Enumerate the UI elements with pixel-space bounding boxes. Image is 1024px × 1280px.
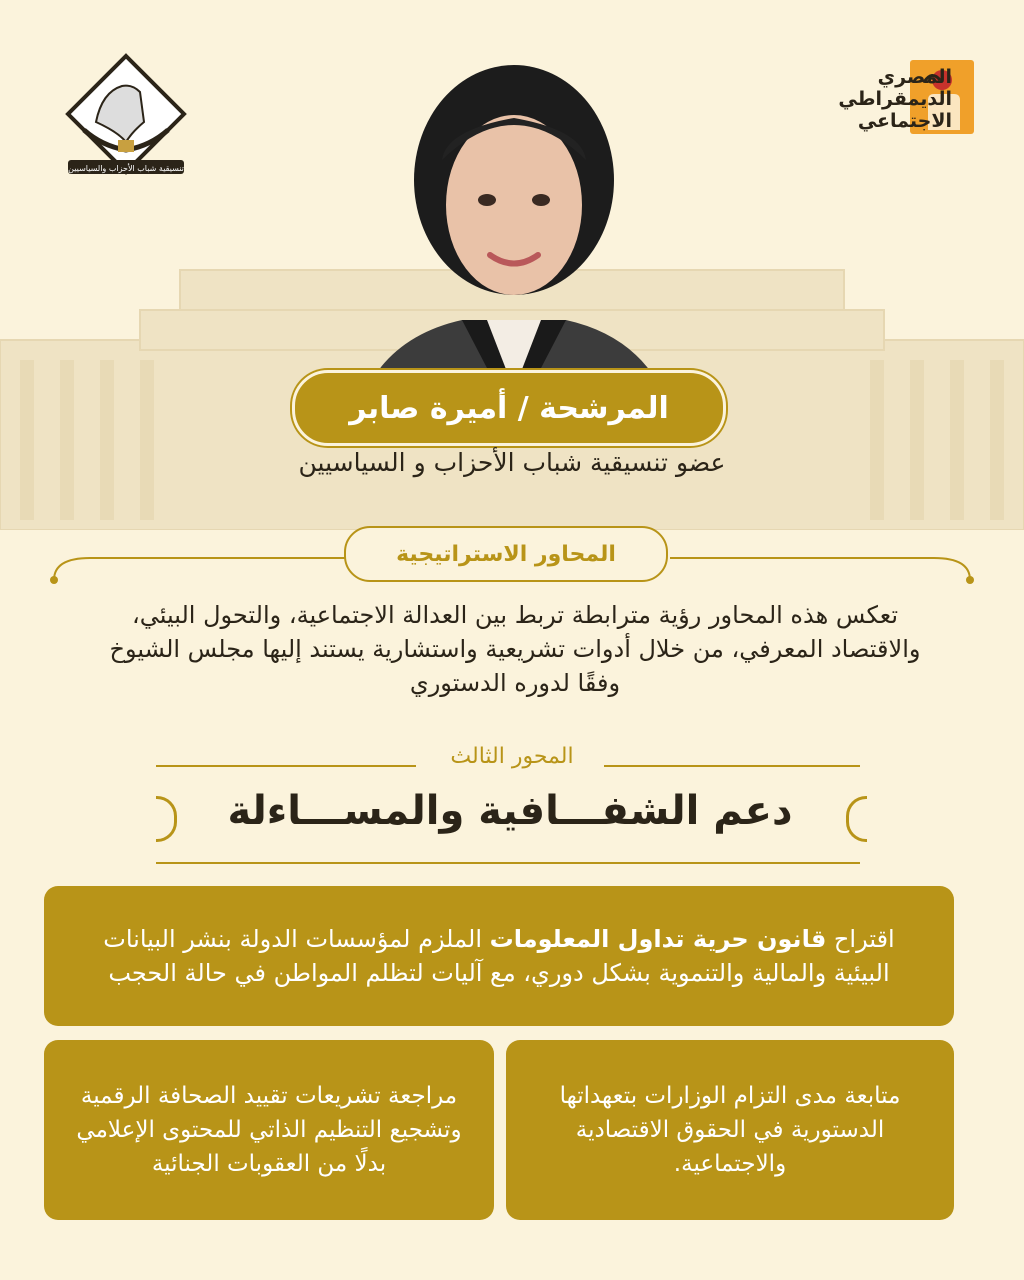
card-information-law-rest: الملزم لمؤسسات الدولة بنشر البيانات البيئية والمالية والتنموية بشكل دوري، مع آليات لتظلم المواطن في حالة الحجب (103, 925, 890, 987)
axis-title: دعم الشفـــافية والمســـاءلة (227, 788, 793, 834)
party-name-line-1: المصري (877, 66, 952, 88)
card-digital-press-text: مراجعة تشريعات تقييد الصحافة الرقمية وتشجيع التنظيم الذاتي للمحتوى الإعلامي بدلًا من العقوبات الجنائية (76, 1083, 462, 1177)
party-name-line-2: الديمقراطي (838, 88, 952, 110)
coordination-logo-caption: تنسيقية شباب الأحزاب والسياسيين (68, 164, 184, 173)
axis-bracket-right (846, 796, 867, 842)
axis-number-label: المحور الثالث (450, 744, 574, 769)
axis-bracket-left (156, 796, 177, 842)
card-ministries-commitments (506, 1040, 954, 1220)
candidate-subtitle: عضو تنسيقية شباب الأحزاب و السياسيين (298, 448, 726, 477)
coordination-logo (62, 52, 190, 182)
card-information-law (44, 886, 954, 1026)
card-information-law-prefix: اقتراح (826, 925, 895, 953)
card-information-law-bold: قانون حرية تداول المعلومات (489, 925, 827, 953)
card-ministries-text: متابعة مدى التزام الوزارات بتعهداتها الدستورية في الحقوق الاقتصادية والاجتماعية. (559, 1083, 901, 1177)
party-name-line-3: الاجتماعي (857, 110, 952, 132)
strategic-intro-text: تعكس هذه المحاور رؤية مترابطة تربط بين العدالة الاجتماعية، والتحول البيئي، والاقتصاد المعرفي، من خلال أدوات تشريعية واستشارية يستند إليها مجلس الشيوخ وفقًا لدوره الدستوري (109, 601, 921, 697)
card-digital-press (44, 1040, 494, 1220)
axis-divider-bottom (156, 862, 860, 864)
strategic-axes-tag: المحاور الاستراتيجية (344, 526, 668, 582)
candidate-name-badge: المرشحة / أميرة صابر (292, 370, 726, 446)
